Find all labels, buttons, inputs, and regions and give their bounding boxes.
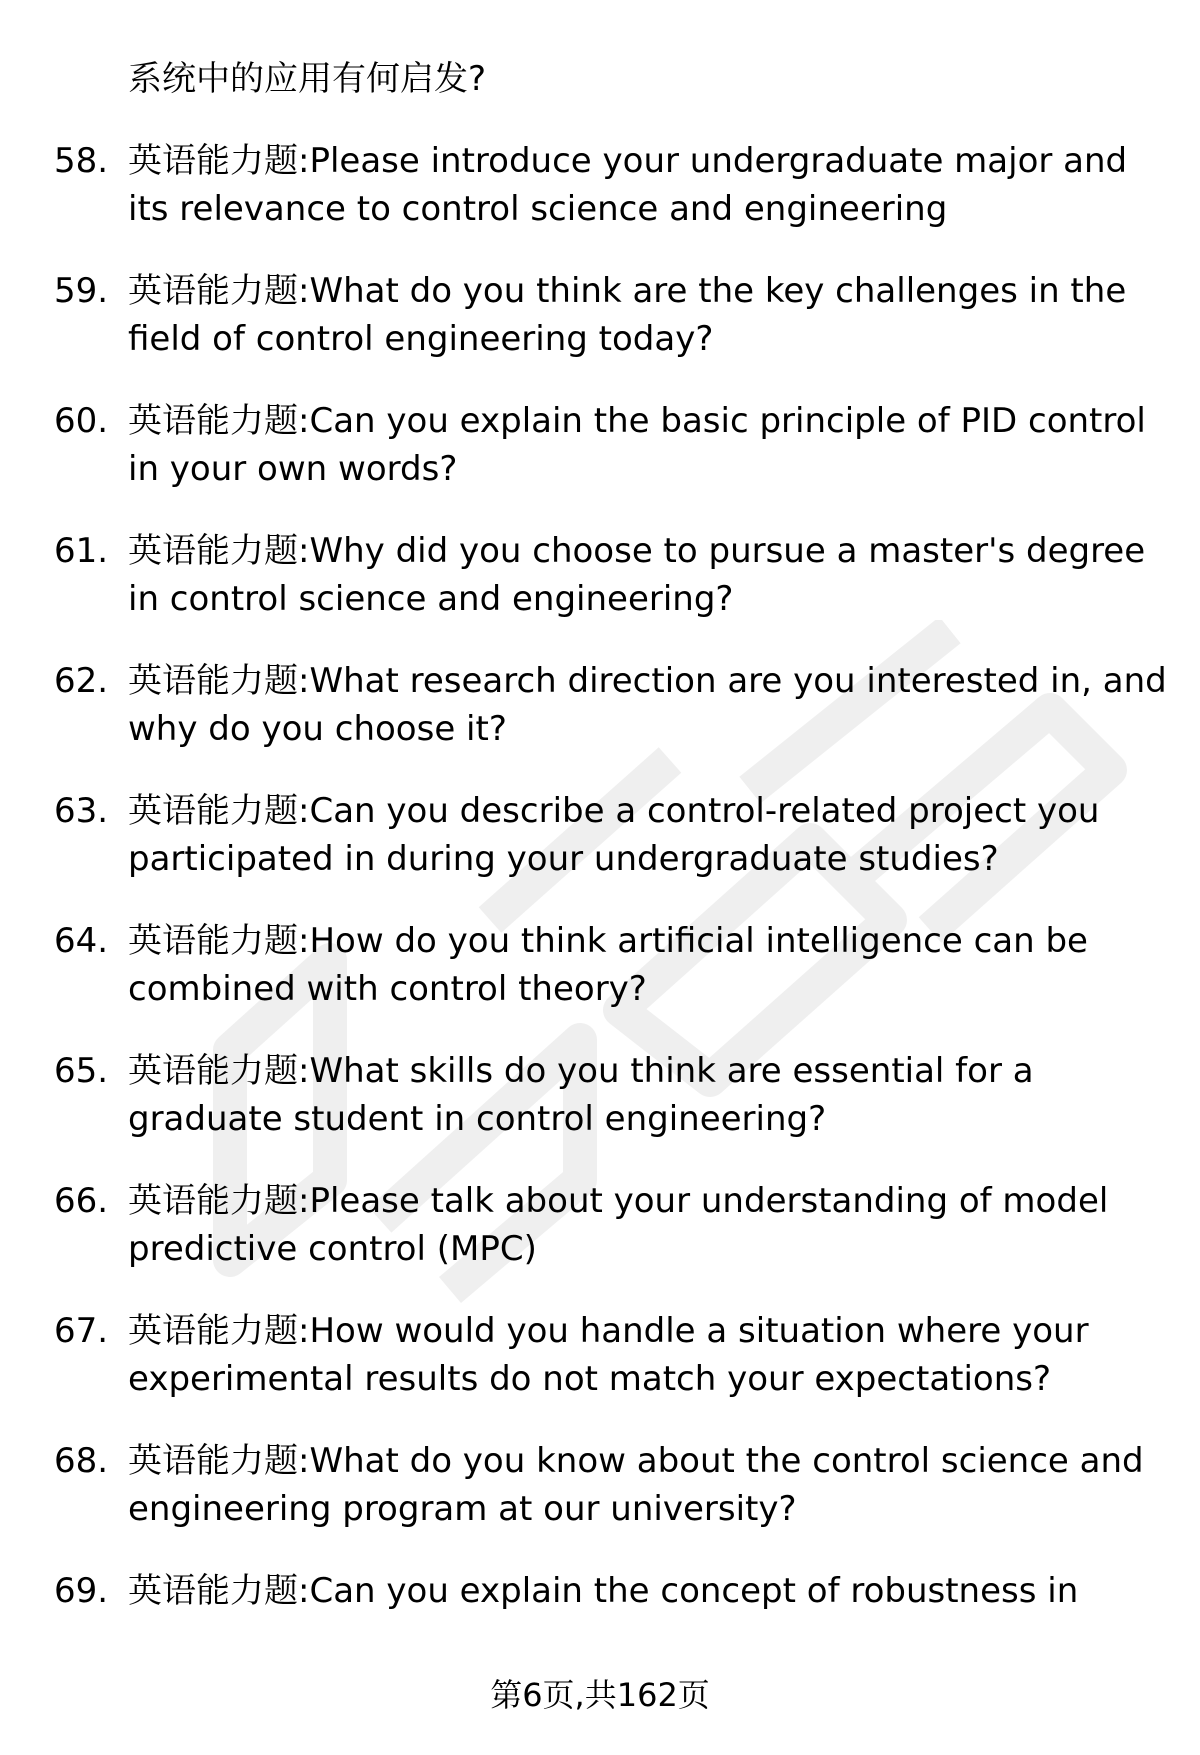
question-item: [54, 137, 1174, 233]
question-number: 69.: [54, 1571, 109, 1611]
question-item: [54, 1307, 1174, 1403]
question-category: 英语能力题:: [128, 1051, 310, 1091]
question-category: 英语能力题:: [128, 141, 310, 181]
question-text: Can you describe a control-related project you participated in during your undergraduate studies?: [128, 791, 1100, 879]
question-category: 英语能力题:: [128, 1571, 310, 1611]
question-item: [54, 1177, 1174, 1273]
question-category: 英语能力题:: [128, 661, 310, 701]
question-text: How do you think artificial intelligence can be combined with control theory?: [128, 921, 1088, 1009]
question-item: [54, 267, 1174, 363]
question-text: What do you think are the key challenges in the field of control engineering today?: [128, 271, 1127, 359]
question-category: 英语能力题:: [128, 1311, 310, 1351]
question-item: [54, 397, 1174, 493]
question-category: 英语能力题:: [128, 1181, 310, 1221]
page-number-footer: 第6页,共162页: [490, 1676, 710, 1714]
continuation-text: 系统中的应用有何启发?: [128, 59, 487, 99]
question-number: 58.: [54, 141, 109, 181]
question-category: 英语能力题:: [128, 921, 310, 961]
question-text: How would you handle a situation where your experimental results do not match your expectations?: [128, 1311, 1089, 1399]
question-number: 68.: [54, 1441, 109, 1481]
question-item: [54, 787, 1174, 883]
question-number: 64.: [54, 921, 109, 961]
question-number: 62.: [54, 661, 109, 701]
question-text: Please introduce your undergraduate major and its relevance to control science and engineering: [128, 141, 1128, 229]
question-number: 61.: [54, 531, 109, 571]
question-number: 63.: [54, 791, 109, 831]
question-category: 英语能力题:: [128, 531, 310, 571]
question-item: [54, 527, 1174, 623]
question-text: Please talk about your understanding of model predictive control (MPC): [128, 1181, 1109, 1269]
question-category: 英语能力题:: [128, 791, 310, 831]
question-text: What research direction are you interested in, and why do you choose it?: [128, 661, 1167, 749]
question-text: Can you explain the concept of robustness in: [309, 1571, 1079, 1611]
question-item: [54, 657, 1174, 753]
question-item: [54, 1437, 1174, 1533]
question-item: [54, 1567, 1174, 1615]
question-category: 英语能力题:: [128, 271, 310, 311]
question-list: [54, 55, 1174, 1615]
question-category: 英语能力题:: [128, 401, 310, 441]
question-text: Can you explain the basic principle of PID control in your own words?: [128, 401, 1146, 489]
question-category: 英语能力题:: [128, 1441, 310, 1481]
question-number: 66.: [54, 1181, 109, 1221]
question-text: What skills do you think are essential for a graduate student in control engineering?: [128, 1051, 1034, 1139]
question-text: Why did you choose to pursue a master's degree in control science and engineering?: [128, 531, 1146, 619]
question-number: 67.: [54, 1311, 109, 1351]
question-number: 60.: [54, 401, 109, 441]
question-text: What do you know about the control science and engineering program at our university?: [128, 1441, 1144, 1529]
question-number: 59.: [54, 271, 109, 311]
question-item: [54, 917, 1174, 1013]
question-number: 65.: [54, 1051, 109, 1091]
question-item: [54, 1047, 1174, 1143]
